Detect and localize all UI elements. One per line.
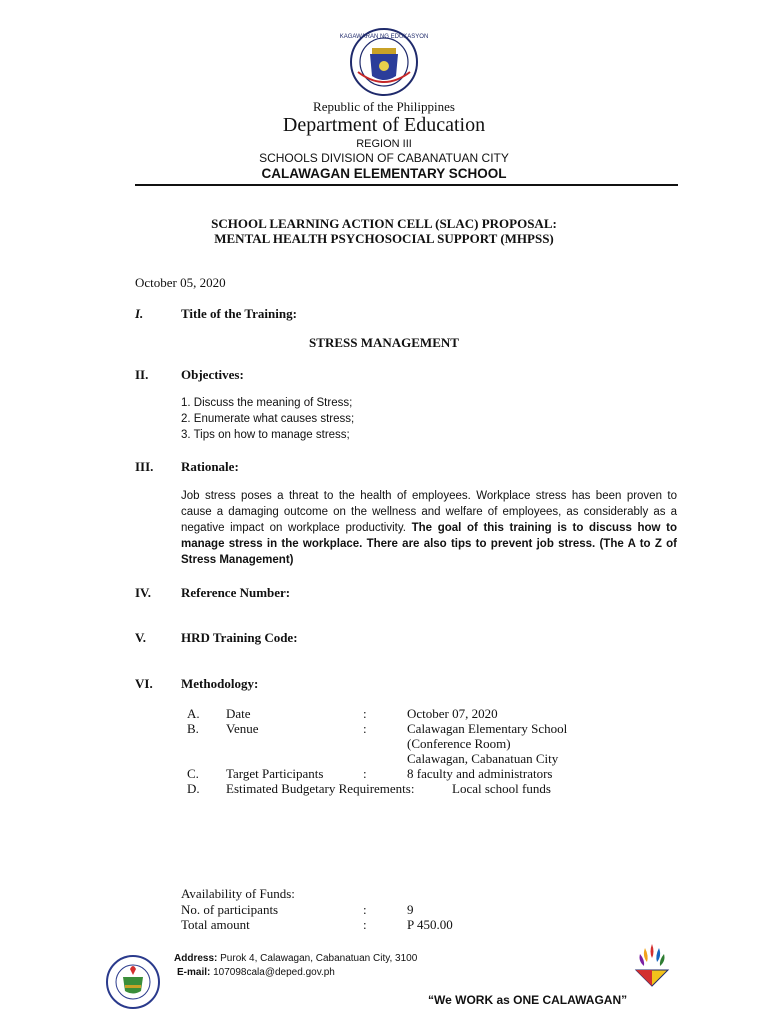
proposal-title-line2: MENTAL HEALTH PSYCHOSOCIAL SUPPORT (MHPSS)	[214, 231, 554, 246]
method-letter: A.	[187, 706, 200, 721]
section-title: Objectives:	[181, 367, 244, 382]
total-value: P 450.00	[407, 917, 453, 932]
section-title: Title of the Training:	[181, 306, 297, 321]
section-title: Rationale:	[181, 459, 239, 474]
total-label: Total amount	[181, 917, 250, 932]
footer-address	[174, 953, 417, 964]
participants-colon: :	[363, 902, 367, 917]
method-value: Calawagan, Cabanatuan City	[407, 751, 559, 766]
rationale-paragraph	[181, 488, 677, 568]
svg-text:KAGAWARAN NG EDUKASYON: KAGAWARAN NG EDUKASYON	[339, 34, 429, 40]
method-letter: D.	[187, 781, 200, 796]
objective-item: 2. Enumerate what causes stress;	[181, 413, 355, 425]
method-label: Estimated Budgetary Requirements:	[226, 781, 415, 796]
section-title: Methodology:	[181, 676, 259, 691]
method-label: Target Participants	[226, 766, 324, 781]
method-colon: :	[363, 721, 367, 736]
email-label: E-mail:	[177, 967, 211, 978]
division-line: SCHOOLS DIVISION OF CABANATUAN CITY	[259, 151, 509, 165]
method-value: Calawagan Elementary School	[407, 721, 568, 736]
objective-item: 3. Tips on how to manage stress;	[181, 429, 350, 441]
section-number: I.	[135, 306, 144, 321]
method-value: (Conference Room)	[407, 736, 511, 751]
rationale-text: Job stress poses a threat to the health of employees. Workplace stress has been proven to cause a damaging outcome on the wellness and welfare of employees, as considerably as a negative impact on workplace productivity.	[181, 490, 677, 534]
school-name: CALAWAGAN ELEMENTARY SCHOOL	[261, 166, 507, 181]
region-line: REGION III	[356, 138, 412, 150]
method-value: 8 faculty and administrators	[407, 766, 553, 781]
address-label: Address:	[174, 953, 218, 964]
rationale-goal-text: The goal of this training is to discuss how to manage stress in the workplace. There are also tips to prevent job stress. (The A to Z of Stress Management)	[181, 522, 677, 566]
school-motto: “We WORK as ONE CALAWAGAN”	[428, 993, 628, 1007]
method-letter: C.	[187, 766, 199, 781]
section-number: V.	[135, 630, 146, 645]
header-divider	[135, 184, 678, 186]
deped-seal-logo	[339, 28, 429, 96]
training-title: STRESS MANAGEMENT	[309, 335, 459, 350]
participants-value: 9	[407, 902, 414, 917]
document-date: October 05, 2020	[135, 275, 226, 290]
email-value: 107098cala@deped.gov.ph	[213, 967, 335, 978]
republic-line: Republic of the Philippines	[313, 99, 455, 114]
method-value: October 07, 2020	[407, 706, 498, 721]
method-colon: :	[363, 706, 367, 721]
footer-email	[177, 967, 335, 978]
method-label: Date	[226, 706, 251, 721]
participants-label: No. of participants	[181, 902, 279, 917]
method-label: Venue	[226, 721, 259, 736]
objective-item: 1. Discuss the meaning of Stress;	[181, 397, 353, 409]
department-title: Department of Education	[282, 114, 486, 136]
school-seal-logo	[106, 955, 160, 1009]
section-title: Reference Number:	[181, 585, 291, 600]
method-value: Local school funds	[452, 781, 551, 796]
proposal-title-line1: SCHOOL LEARNING ACTION CELL (SLAC) PROPOSAL:	[211, 216, 557, 231]
section-number: VI.	[135, 676, 153, 691]
total-colon: :	[363, 917, 367, 932]
flame-emblem-logo	[632, 940, 672, 988]
section-number: IV.	[135, 585, 152, 600]
section-number: II.	[135, 367, 149, 382]
method-colon: :	[363, 766, 367, 781]
section-title: HRD Training Code:	[181, 630, 298, 645]
address-value: Purok 4, Calawagan, Cabanatuan City, 3100	[220, 953, 418, 964]
section-number: III.	[135, 459, 154, 474]
funds-heading: Availability of Funds:	[181, 886, 295, 901]
method-letter: B.	[187, 721, 199, 736]
